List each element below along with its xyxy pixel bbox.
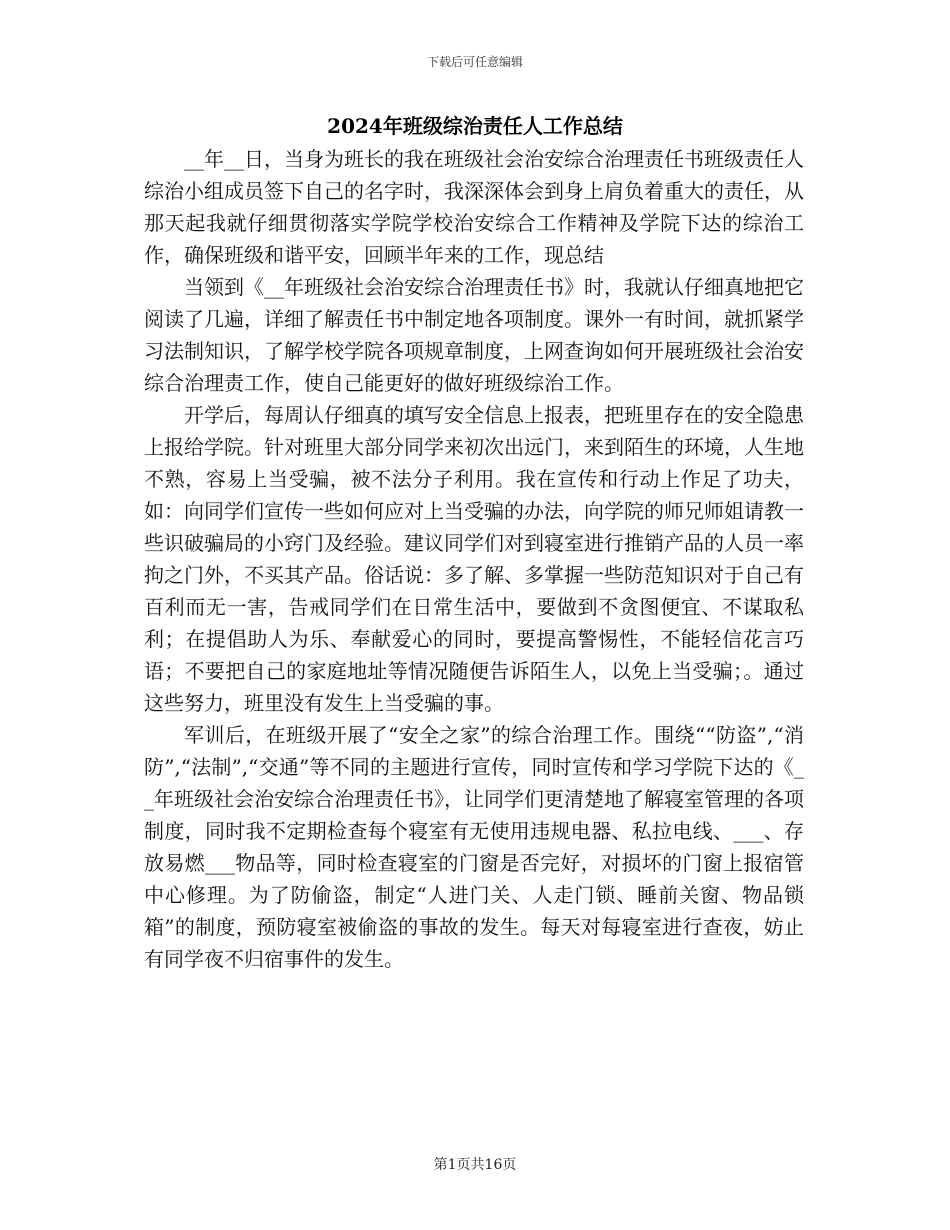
paragraph-intro: __年__日，当身为班长的我在班级社会治安综合治理责任书班级责任人综治小组成员签下自己的名字时，我深深体会到身上肩负着重大的责任，从那天起我就仔细贯彻落实学院学校治安综合工作精神及学院下达的综治工作，确保班级和谐平安，回顾半年来的工作，现总结 (144, 147, 804, 267)
page-header-note: 下载后可任意编辑 (426, 55, 523, 69)
page-number: 第1页共16页 (433, 1157, 517, 1173)
paragraph-responsibility-book: 当领到《__年班级社会治安综合治理责任书》时，我就认仔细真地把它阅读了几遍，详细了解责任书中制定地各项制度。课外一有时间，就抓紧学习法制知识，了解学校学院各项规章制度，上网查询如何开展班级社会治安综合治理责工作，使自己能更好的做好班级综治工作。 (144, 275, 804, 395)
document-body (144, 143, 804, 975)
paragraph-safety-reporting: 开学后，每周认仔细真的填写安全信息上报表，把班里存在的安全隐患上报给学院。针对班里大部分同学来初次出远门，来到陌生的环境，人生地不熟，容易上当受骗，被不法分子利用。我在宣传和行动上作足了功夫，如：向同学们宣传一些如何应对上当受骗的办法，向学院的师兄师姐请教一些识破骗局的小窍门及经验。建议同学们对到寝室进行推销产品的人员一率拘之门外，不买其产品。俗话说：多了解、多掌握一些防范知识对于自己有百利而无一害，告戒同学们在日常生活中，要做到不贪图便宜、不谋取私利；在提倡助人为乐、奉献爱心的同时，要提高警惕性，不能轻信花言巧语；不要把自己的家庭地址等情况随便告诉陌生人，以免上当受骗；。通过这些努力，班里没有发生上当受骗的事。 (144, 403, 804, 715)
paragraph-dorm-safety: 军训后，在班级开展了“安全之家”的综合治理工作。围绕““防盗”,“消防”,“法制”,“交通”等不同的主题进行宣传，同时宣传和学习学院下达的《__年班级社会治安综合治理责任书》，让同学们更清楚地了解寝室管理的各项制度，同时我不定期检查每个寝室有无使用违规电器、私拉电线、___、存放易燃___物品等，同时检查寝室的门窗是否完好，对损坏的门窗上报宿管中心修理。为了防偷盗，制定“人进门关、人走门锁、睡前关窗、物品锁箱”的制度，预防寝室被偷盗的事故的发生。每天对每寝室进行查夜，妨止有同学夜不归宿事件的发生。 (144, 723, 804, 971)
document-title: 2024年班级综治责任人工作总结 (327, 114, 623, 138)
